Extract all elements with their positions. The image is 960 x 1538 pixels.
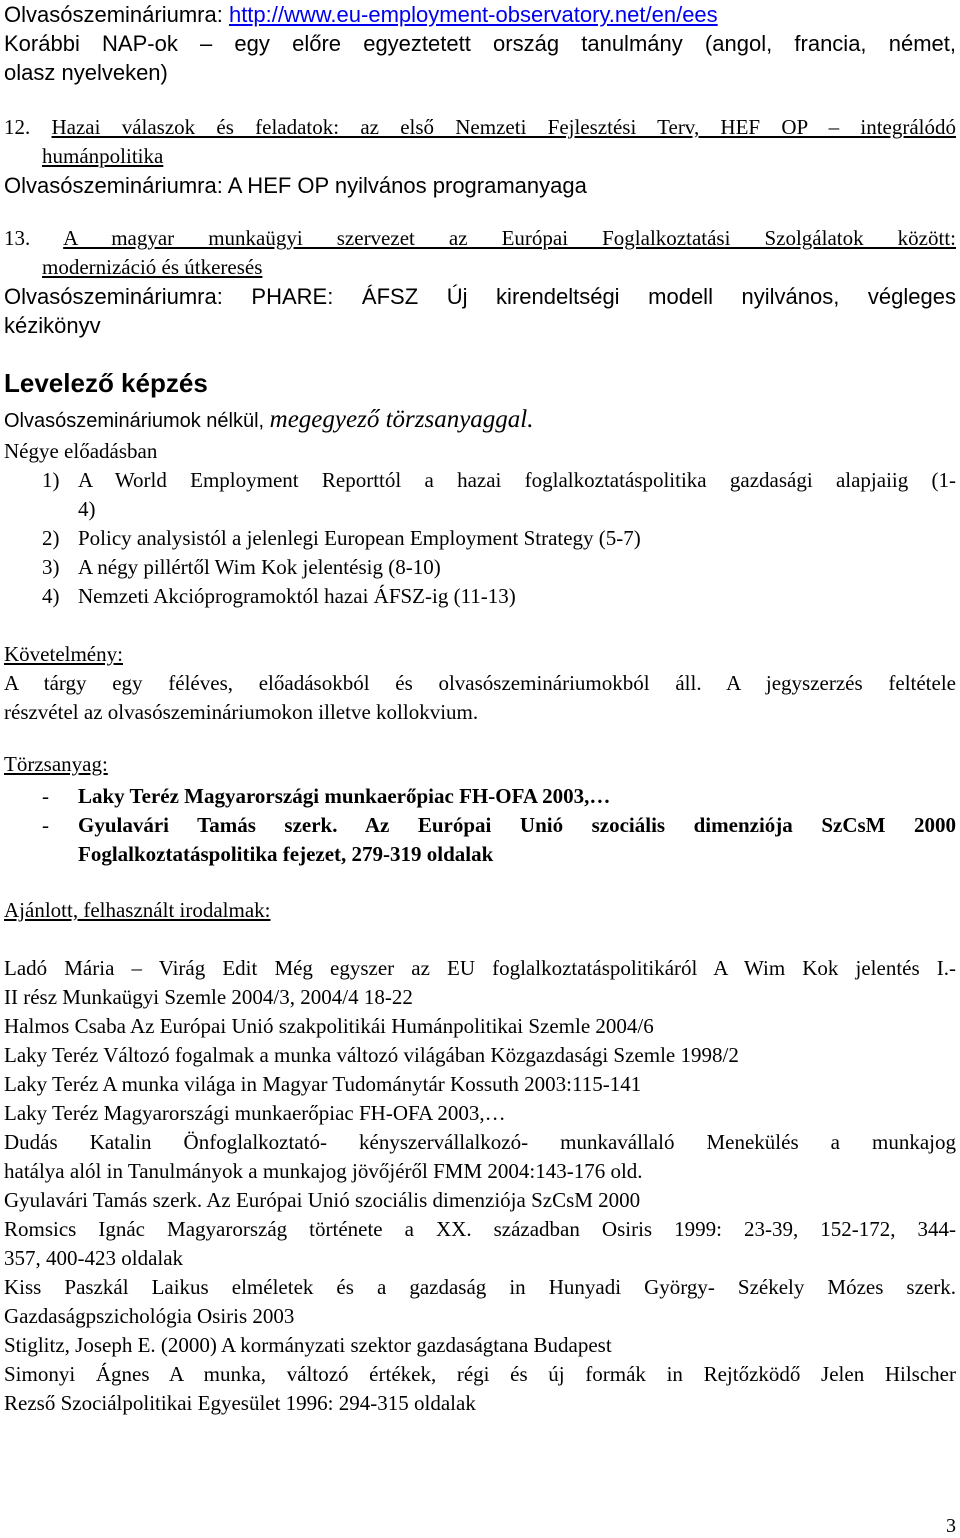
core-item-text: Gyulavári Tamás szerk. Az Európai Unió szociális dimenziója SzCsM 2000 [78,813,956,837]
topic-12-title-line2 [4,142,956,171]
literature-entry [4,1099,956,1128]
literature-entry-line: hatálya alól in Tanulmányok a munkajog jövőjéről FMM 2004:143-176 old. [4,1159,643,1183]
topic-13-reading-line1: Olvasószemináriumra: PHARE: ÁFSZ Új kirendeltségi modell nyilvános, végleges [4,284,956,309]
topic-12-title-cont: humánpolitika [42,144,164,168]
lecture-item-4 [4,582,956,611]
lecture-text: A World Employment Reporttól a hazai foglalkoztatáspolitika gazdasági alapjaiig (1- [78,468,956,492]
topic-13-title-line2 [4,253,956,282]
literature-entry [4,1360,956,1418]
correspondence-intro-line [4,405,956,436]
topic-12-reading: Olvasószemináriumra: A HEF OP nyilvános programanyaga [4,173,587,198]
topic-13-reading-line2: kézikönyv [4,313,101,338]
requirement-heading: Követelmény: [4,642,123,666]
literature-entry-line: Laky Teréz Magyarországi munkaerőpiac FH-OFA 2003,… [4,1101,506,1125]
literature-entry-line: II rész Munkaügyi Szemle 2004/3, 2004/4 18-22 [4,985,413,1009]
reading-seminar-label: Olvasószemináriumra: [4,2,229,27]
literature-entry [4,1273,956,1331]
lecture-item-1 [4,466,956,524]
topic-13-title-line1 [4,224,956,253]
lecture-item-2 [4,524,956,553]
core-material-heading: Törzsanyag: [4,752,108,776]
literature-entry [4,1215,956,1273]
literature-entry [4,1128,956,1186]
topic-12-number: 12. [4,115,31,139]
lectures-label: Négye előadásban [4,439,158,463]
literature-entry-line: Dudás Katalin Önfoglalkoztató- kényszervállalkozó- munkavállaló Menekülés a munkajog [4,1130,956,1154]
literature-heading: Ajánlott, felhasznált irodalmak: [4,898,271,922]
core-material-section [4,750,956,869]
correspondence-heading: Levelező képzés [4,368,208,398]
intro-italic: megegyező törzsanyaggal. [269,406,534,433]
topic-13-title: A magyar munkaügyi szervezet az Európai Foglalkoztatási Szolgálatok között: [63,226,956,250]
literature-entry [4,1186,956,1215]
literature-entry-line: Gyulavári Tamás szerk. Az Európai Unió szociális dimenziója SzCsM 2000 [4,1188,641,1212]
correspondence-intro [4,405,956,436]
requirement-line1: A tárgy egy féléves, előadásokból és olvasószemináriumokból áll. A jegyszerzés feltétele [4,671,956,695]
reading-seminar-line [4,0,956,29]
core-item-2 [4,811,956,869]
literature-entry-line: Gazdaságpszichológia Osiris 2003 [4,1304,295,1328]
literature-entry-line: 357, 400-423 oldalak [4,1246,184,1270]
topic-13-title-cont: modernizáció és útkeresés [42,255,263,279]
core-item-1 [4,782,956,811]
lectures-block [4,437,956,611]
topic-13 [4,224,956,340]
page-number: 3 [946,1515,956,1537]
languages-line: olasz nyelveken) [4,60,168,85]
literature-entry-line: Laky Teréz A munka világa in Magyar Tudománytár Kossuth 2003:115-141 [4,1072,642,1096]
literature-entry [4,1012,956,1041]
literature-entry-line: Simonyi Ágnes A munka, változó értékek, régi és új formák in Rejtőzködő Jelen Hilscher [4,1362,956,1386]
literature-entry-line: Laky Teréz Változó fogalmak a munka változó világában Közgazdasági Szemle 1998/2 [4,1043,739,1067]
core-item-dash: - [42,813,49,837]
literature-entry-line: Halmos Csaba Az Európai Unió szakpolitikái Humánpolitikai Szemle 2004/6 [4,1014,654,1038]
topic-12-title: Hazai válaszok és feladatok: az első Nemzeti Fejlesztési Terv, HEF OP – integrálódó [51,115,957,139]
core-item-dash: - [42,784,49,808]
literature-entry-line: Kiss Paszkál Laikus elméletek és a gazdaság in Hunyadi György- Székely Mózes szerk. [4,1275,956,1299]
topic-13-number: 13. [4,226,31,250]
lecture-text: Nemzeti Akcióprogramoktól hazai ÁFSZ-ig (11-13) [78,584,516,608]
lecture-item-3 [4,553,956,582]
literature-list [4,954,956,1418]
requirement-line2: részvétel az olvasószemináriumokon illetve kollokvium. [4,700,479,724]
literature-section [4,896,956,925]
literature-entry [4,1041,956,1070]
previous-naps-line: Korábbi NAP-ok – egy előre egyeztetett ország tanulmány (angol, francia, német, [4,31,956,56]
lecture-number: 1) [42,468,60,492]
topic-12-title-line1 [4,113,956,142]
literature-entry-line: Stiglitz, Joseph E. (2000) A kormányzati szektor gazdaságtana Budapest [4,1333,612,1357]
lecture-number: 2) [42,526,60,550]
lecture-text: A négy pillértől Wim Kok jelentésig (8-10) [78,555,441,579]
core-item-text-cont: Foglalkoztatáspolitika fejezet, 279-319 oldalak [78,842,494,866]
lecture-text-cont: 4) [78,497,96,521]
lecture-text: Policy analysistól a jelenlegi European Employment Strategy (5-7) [78,526,641,550]
literature-entry-line: Rezső Szociálpolitikai Egyesület 1996: 294-315 oldalak [4,1391,476,1415]
reading-seminar-block-top [4,0,956,87]
literature-entry [4,1331,956,1360]
literature-entry [4,1070,956,1099]
literature-entry [4,954,956,1012]
requirement-section [4,640,956,727]
literature-entry-line: Romsics Ignác Magyarország története a XX. században Osiris 1999: 23-39, 152-172, 344- [4,1217,956,1241]
intro-plain: Olvasószemináriumok nélkül, [4,410,270,432]
lecture-number: 3) [42,555,60,579]
eu-observatory-link[interactable]: http://www.eu-employment-observatory.net/en/ees [228,2,718,27]
topic-12 [4,113,956,200]
correspondence-section [4,367,956,399]
literature-entry-line: Ladó Mária – Virág Edit Még egyszer az EU foglalkoztatáspolitikáról A Wim Kok jelentés I.- [4,956,956,980]
lecture-number: 4) [42,584,60,608]
core-item-text: Laky Teréz Magyarországi munkaerőpiac FH-OFA 2003,… [78,784,611,808]
